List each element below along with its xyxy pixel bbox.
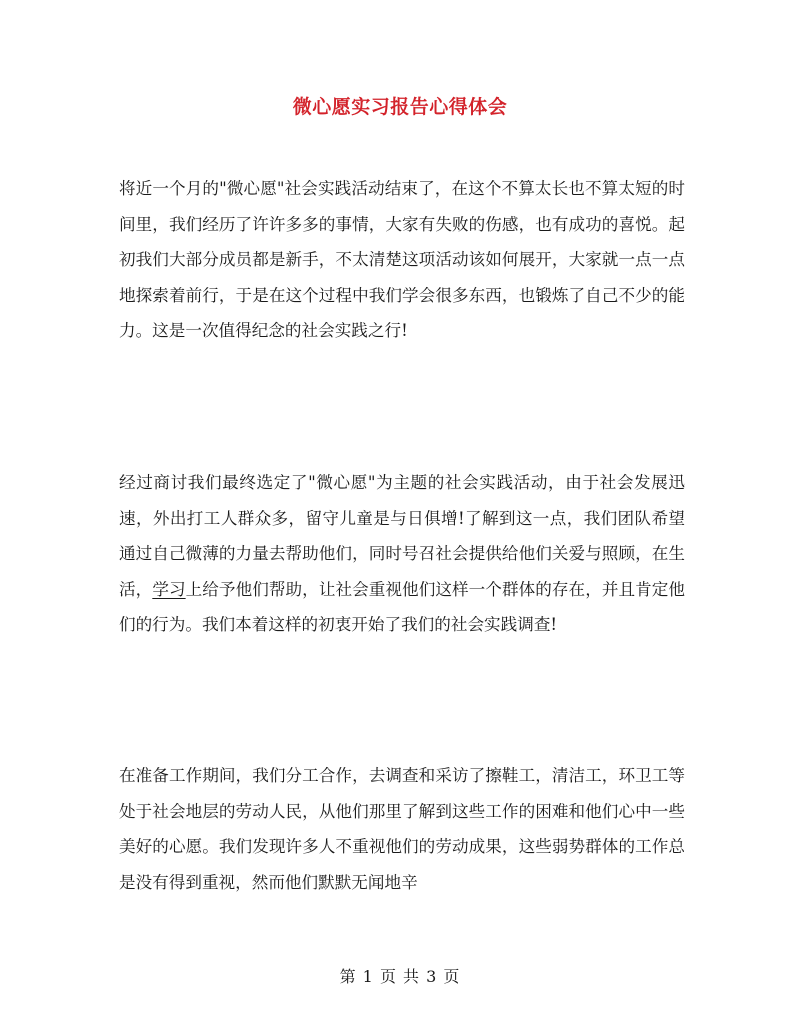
document-title: 微心愿实习报告心得体会 (292, 96, 508, 118)
paragraph-3: 在准备工作期间，我们分工合作，去调查和采访了擦鞋工，清洁工，环卫工等处于社会地层的劳动人民，从他们那里了解到这些工作的困难和他们心中一些美好的心愿。我们发现许多人不重视他们的劳动成果，这些弱势群体的工作总是没有得到重视，然而他们默默无闻地辛 (119, 766, 685, 892)
page-footer (0, 964, 800, 987)
paragraph-2 (119, 465, 685, 643)
study-link[interactable]: 学习 (152, 579, 186, 599)
paragraph-2-text-before: 经过商讨我们最终选定了"微心愿"为主题的社会实践活动，由于社会发展迅速，外出打工人群众多，留守儿童是与日俱增!了解到这一点，我们团队希望通过自己微薄的力量去帮助他们，同时号召社会提供给他们关爱与照顾，在生活， (119, 473, 685, 599)
page-number-label: 第 1 页 共 3 页 (339, 967, 461, 986)
paragraph-2-text-after: 上给予他们帮助，让社会重视他们这样一个群体的存在，并且肯定他们的行为。我们本着这样的初衷开始了我们的社会实践调查! (119, 579, 686, 634)
paragraph-1: 将近一个月的"微心愿"社会实践活动结束了，在这个不算太长也不算太短的时间里，我们经历了许许多多的事情，大家有失败的伤感，也有成功的喜悦。起初我们大部分成员都是新手，不太清楚这项活动该如何展开，大家就一点一点地探索着前行，于是在这个过程中我们学会很多东西，也锻炼了自己不少的能力。这是一次值得纪念的社会实践之行! (119, 179, 685, 340)
